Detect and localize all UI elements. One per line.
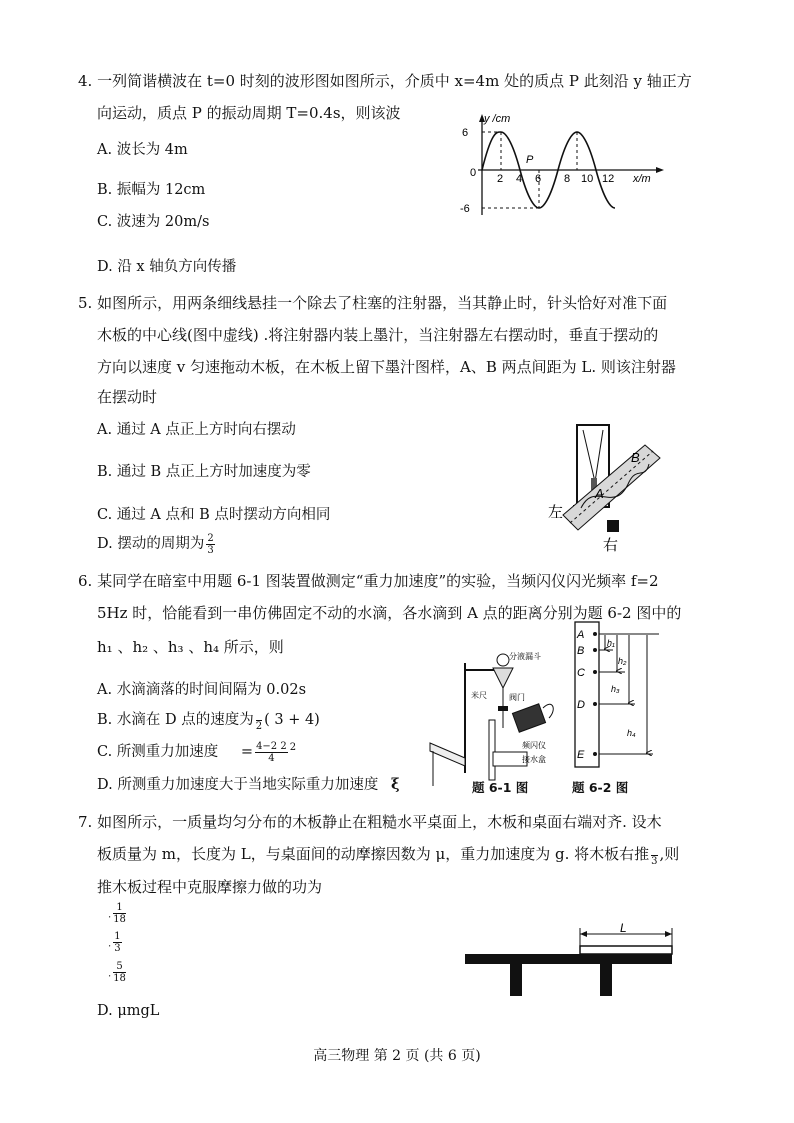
table-leg-right — [600, 964, 612, 996]
label-l: L — [620, 921, 627, 935]
q6-line3: h₁ 、h₂ 、h₃ 、h₄ 所示，则 — [97, 638, 284, 656]
q6-line2: 5Hz 时，恰能看到一串仿佛固定不动的水滴，各水滴到 A 点的距离分别为题 6-2 图中的 — [97, 604, 682, 622]
q7-line3: 推木板过程中克服摩擦力做的功为 — [97, 878, 323, 896]
q5-option-d-fraction: $\frac{2}{3}$ — [207, 532, 214, 556]
y-tick-6: 6 — [462, 127, 469, 139]
q5-option-d-prefix: D. 摆动的周期为 — [97, 536, 205, 552]
valve — [498, 706, 508, 711]
label-strobe: 频闪仪 — [522, 741, 546, 750]
table — [430, 743, 465, 766]
thread-right — [595, 430, 603, 482]
q6-option-c-fraction: $\frac{4-2 2}{4}$ — [256, 740, 287, 764]
q4-option-c: C. 波速为 20m/s — [97, 214, 210, 230]
q6-option-b-fraction: 2 — [256, 709, 262, 732]
page-footer: 高三物理 第 2 页 (共 6 页) — [313, 1048, 481, 1064]
label-water-box: 接水盒 — [522, 755, 546, 764]
q6-option-a: A. 水滴滴落的时间间隔为 0.02s — [97, 682, 307, 698]
board-rect — [575, 622, 599, 767]
drop-d — [593, 702, 597, 706]
point-p-label: P — [526, 154, 534, 166]
q4-line2: 向运动，质点 P 的振动周期 T=0.4s，则该波 — [97, 104, 401, 122]
drop-c — [593, 670, 597, 674]
y-axis-label: y /cm — [484, 113, 511, 125]
fig6-2-caption: 题 6-2 图 — [572, 780, 629, 795]
label-drop-c: C — [577, 667, 585, 679]
label-funnel: 分液漏斗 — [509, 652, 541, 661]
q6-option-b-tail: ( 3 + 4) — [264, 712, 320, 728]
q5-line1: 5. 如图所示，用两条细线悬挂一个除去了柱塞的注射器，当其静止时，针头恰好对准下面 — [78, 294, 668, 312]
q6-option-c-exp: 2 — [289, 742, 297, 754]
q7-option-frac-2: . $\frac{1}{3}$ — [108, 931, 121, 954]
drop-a — [593, 632, 597, 636]
label-h4: h₄ — [627, 728, 636, 738]
q4-option-a: A. 波长为 4m — [97, 142, 188, 158]
strobe-cable — [543, 704, 553, 718]
q7-option-d: D. μmgL — [97, 1003, 160, 1019]
q6-option-b-prefix: B. 水滴在 D 点的速度为 — [97, 712, 254, 728]
q7-line2-prefix: 板质量为 m，长度为 L，与桌面间的动摩擦因数为 μ，重力加速度为 g. 将木板右推 — [97, 845, 650, 863]
label-drop-e: E — [577, 749, 585, 761]
q6-option-d-mark: ξ — [390, 776, 400, 793]
label-drop-a: A — [577, 629, 585, 641]
q7-line1: 7. 如图所示，一质量均匀分布的木板静止在粗糙水平桌面上，木板和桌面右端对齐. 设木 — [78, 813, 662, 831]
funnel-top — [497, 654, 509, 666]
q7-line2-fraction: 3 — [651, 844, 657, 867]
table-leg-left — [510, 964, 522, 996]
label-ruler: 米尺 — [471, 691, 487, 700]
label-valve: 阀门 — [509, 693, 525, 702]
board-stand — [607, 520, 619, 532]
thread-left — [583, 430, 595, 482]
q6-apparatus-figure — [425, 648, 565, 793]
x-tick-12: 12 — [602, 173, 615, 185]
label-drop-d: D — [577, 699, 585, 711]
q5-line2: 木板的中心线(图中虚线) .将注射器内装上墨汁，当注射器左右摆动时，垂直于摆动的 — [97, 326, 659, 344]
q6-line1: 6. 某同学在暗室中用题 6-1 图装置做测定“重力加速度”的实验，当频闪仪闪光频率 f=2 — [78, 572, 659, 590]
dim-arrow-left — [580, 931, 587, 937]
q6-option-d-text: D. 所测重力加速度大于当地实际重力加速度 — [97, 777, 379, 793]
q5-line4: 在摆动时 — [97, 388, 158, 406]
q6-option-c-eq: = — [240, 744, 254, 760]
strobe — [512, 704, 545, 732]
q6-option-d — [97, 773, 400, 794]
x-tick-2: 2 — [497, 173, 504, 185]
drop-b — [593, 648, 597, 652]
q5-option-b: B. 通过 B 点正上方时加速度为零 — [97, 464, 311, 480]
table-top — [465, 954, 672, 964]
q5-syringe-figure — [545, 420, 675, 555]
x-axis-label: x/m — [633, 173, 651, 185]
label-b: B — [631, 450, 640, 465]
q6-drops-figure — [565, 620, 665, 770]
x-axis-arrow — [656, 167, 664, 173]
x-tick-6: 6 — [535, 173, 542, 185]
label-h3: h₃ — [611, 684, 620, 694]
q6-option-b — [97, 708, 320, 732]
q7-option-frac-3: . $\frac{5}{18}$ — [108, 961, 126, 984]
label-a: A — [595, 486, 604, 501]
q7-board-figure — [460, 920, 690, 1005]
q5-option-d — [97, 532, 217, 556]
q4-option-d: D. 沿 x 轴负方向传播 — [97, 259, 237, 275]
y-tick-neg6: -6 — [460, 203, 470, 215]
label-h1: h₁ — [607, 638, 615, 648]
ruler — [489, 720, 495, 780]
q6-option-c-prefix: C. 所测重力加速度 — [97, 744, 219, 760]
wood-board — [580, 946, 672, 954]
label-left: 左 — [548, 504, 564, 521]
q5-option-c: C. 通过 A 点和 B 点时摆动方向相同 — [97, 507, 331, 523]
q5-option-a: A. 通过 A 点正上方时向右摆动 — [97, 422, 296, 438]
q5-line3: 方向以速度 v 匀速拖动木板，在木板上留下墨汁图样，A、B 两点间距为 L. 则该注射器 — [97, 358, 676, 376]
drop-e — [593, 752, 597, 756]
x-tick-8: 8 — [564, 173, 571, 185]
q4-line1: 4. 一列简谐横波在 t=0 时刻的波形图如图所示，介质中 x=4m 处的质点 P 此刻沿 y 轴正方 — [78, 72, 692, 90]
y-tick-0: 0 — [470, 167, 477, 179]
q7-option-frac-1: . $\frac{1}{18}$ — [108, 902, 126, 925]
q4-wave-figure — [440, 110, 670, 220]
q7-line2-suffix: ,则 — [659, 845, 680, 863]
fig6-1-caption: 题 6-1 图 — [472, 780, 529, 795]
label-right: 右 — [603, 537, 619, 554]
label-h2: h₂ — [618, 656, 627, 666]
x-tick-4: 4 — [516, 173, 523, 185]
q6-option-c — [97, 740, 296, 764]
q7-line2 — [97, 843, 679, 867]
q4-option-b: B. 振幅为 12cm — [97, 182, 206, 198]
label-drop-b: B — [577, 645, 585, 657]
dim-arrow-right — [665, 931, 672, 937]
x-tick-10: 10 — [581, 173, 594, 185]
funnel — [493, 668, 513, 688]
